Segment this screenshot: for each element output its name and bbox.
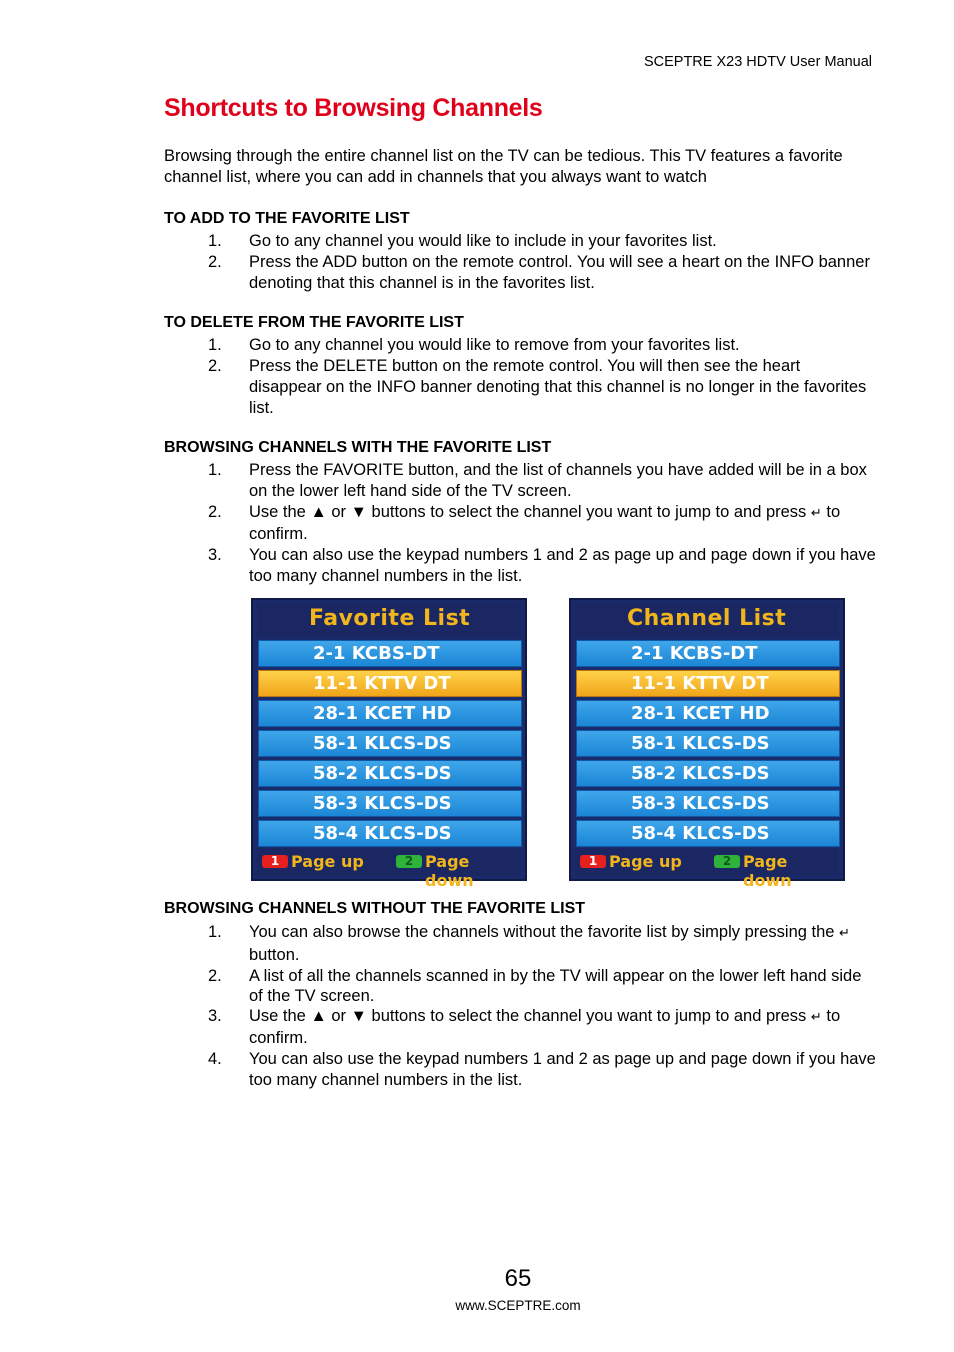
list-item	[164, 1006, 876, 1049]
step-number: 3.	[208, 1007, 222, 1025]
channel-row	[576, 640, 840, 667]
channel-label: 28-1 KCET HD	[313, 703, 452, 724]
list-item	[164, 231, 876, 252]
channel-label: 28-1 KCET HD	[631, 703, 770, 724]
step-number: 1.	[208, 336, 222, 354]
step-text: to confirm.	[249, 1007, 841, 1047]
channel-row	[576, 760, 840, 787]
channel-list-menu	[569, 598, 845, 890]
step-number: 2.	[208, 357, 222, 375]
step-number: 4.	[208, 1050, 222, 1068]
step-number: 1.	[208, 232, 222, 250]
step-text: You can also browse the channels without the favorite list by simply pressing the	[249, 923, 840, 941]
channel-label: 58-2 KLCS-DS	[313, 763, 452, 784]
menu-footer	[257, 848, 521, 890]
running-header: SCEPTRE X23 HDTV User Manual	[643, 54, 872, 70]
list-item	[164, 335, 876, 356]
green-key-2-icon: 2	[714, 855, 740, 868]
enter-icon: ↵	[810, 505, 822, 520]
channel-row	[258, 820, 522, 847]
channel-label: 58-4 KLCS-DS	[631, 823, 770, 844]
list-item	[164, 1049, 876, 1091]
channel-label: 11-1 KTTV DT	[313, 673, 451, 694]
step-text: Press the ADD button on the remote control. You will see a heart on the INFO banner denoting that this channel is in the favorites list.	[249, 253, 870, 292]
page-up-label: Page up	[609, 852, 682, 871]
add-steps-list	[164, 231, 876, 294]
channel-row	[258, 790, 522, 817]
menu-header	[257, 603, 521, 637]
list-item	[164, 252, 876, 294]
list-item	[164, 921, 876, 966]
step-text: Use the ▲ or ▼ buttons to select the channel you want to jump to and press	[249, 503, 811, 521]
step-text: Use the ▲ or ▼ buttons to select the channel you want to jump to and press	[249, 1007, 811, 1025]
step-text: Go to any channel you would like to include in your favorites list.	[249, 232, 717, 250]
menu-title: Channel List	[627, 606, 787, 631]
step-number: 2.	[208, 503, 222, 521]
channel-row	[258, 730, 522, 757]
step-text: Press the DELETE button on the remote control. You will then see the heart disappear on the INFO banner denoting that this channel is no longer in the favorites list.	[249, 357, 867, 417]
list-item	[164, 966, 876, 1006]
step-number: 2.	[208, 967, 222, 985]
menu-title: Favorite List	[309, 606, 471, 631]
section-heading-delete: TO DELETE FROM THE FAVORITE LIST	[164, 314, 464, 331]
step-number: 2.	[208, 253, 222, 271]
page-down-label: Page down	[425, 852, 474, 890]
enter-icon: ↵	[810, 1009, 822, 1024]
menu-footer	[575, 848, 839, 890]
list-item	[164, 502, 876, 545]
channel-row	[576, 700, 840, 727]
section-heading-without-favorite: BROWSING CHANNELS WITHOUT THE FAVORITE LIST	[164, 900, 586, 917]
step-text: to confirm.	[249, 503, 841, 543]
list-item	[164, 356, 876, 419]
section-heading-with-favorite: BROWSING CHANNELS WITH THE FAVORITE LIST	[164, 439, 552, 456]
footer-url: www.SCEPTRE.com	[455, 1298, 581, 1313]
channel-row	[258, 640, 522, 667]
step-text: You can also use the keypad numbers 1 and 2 as page up and page down if you have too many channel numbers in the list.	[249, 1050, 876, 1089]
with-favorite-steps-list	[164, 460, 876, 587]
page-title: Shortcuts to Browsing Channels	[164, 94, 543, 122]
channel-label: 58-3 KLCS-DS	[631, 793, 770, 814]
green-key-2-icon: 2	[396, 855, 422, 868]
red-key-1-icon: 1	[580, 855, 606, 868]
step-number: 3.	[208, 546, 222, 564]
step-text: A list of all the channels scanned in by the TV will appear on the lower left hand side of the TV screen.	[249, 967, 862, 1005]
step-text: button.	[249, 946, 300, 964]
favorite-list-menu	[251, 598, 527, 890]
without-favorite-steps-list	[164, 921, 876, 1091]
channel-label: 2-1 KCBS-DT	[631, 643, 758, 664]
channel-label: 58-1 KLCS-DS	[631, 733, 770, 754]
channel-row-selected	[576, 670, 840, 697]
channel-label: 58-2 KLCS-DS	[631, 763, 770, 784]
step-number: 1.	[208, 923, 222, 941]
step-text: Press the FAVORITE button, and the list of channels you have added will be in a box on the lower left hand side of the TV screen.	[249, 461, 867, 500]
step-text: Go to any channel you would like to remove from your favorites list.	[249, 336, 740, 354]
red-key-1-icon: 1	[262, 855, 288, 868]
channel-row-selected	[258, 670, 522, 697]
channel-label: 2-1 KCBS-DT	[313, 643, 440, 664]
page-number: 65	[504, 1265, 532, 1292]
enter-icon: ↵	[839, 925, 850, 940]
page-up-label: Page up	[291, 852, 364, 871]
channel-row	[258, 760, 522, 787]
channel-row	[576, 790, 840, 817]
list-item	[164, 460, 876, 502]
channel-row	[576, 820, 840, 847]
channel-label: 58-4 KLCS-DS	[313, 823, 452, 844]
section-heading-add: TO ADD TO THE FAVORITE LIST	[164, 210, 410, 227]
channel-label: 58-3 KLCS-DS	[313, 793, 452, 814]
channel-label: 11-1 KTTV DT	[631, 673, 769, 694]
step-text: You can also use the keypad numbers 1 and 2 as page up and page down if you have too many channel numbers in the list.	[249, 546, 876, 585]
step-number: 1.	[208, 461, 222, 479]
channel-row	[576, 730, 840, 757]
channel-label: 58-1 KLCS-DS	[313, 733, 452, 754]
intro-paragraph: Browsing through the entire channel list on the TV can be tedious. This TV features a favorite channel list, where you can add in channels that you always want to watch	[164, 147, 843, 186]
page-down-label: Page down	[743, 852, 792, 890]
delete-steps-list	[164, 335, 876, 419]
channel-row	[258, 700, 522, 727]
menu-header	[575, 603, 839, 637]
list-item	[164, 545, 876, 587]
